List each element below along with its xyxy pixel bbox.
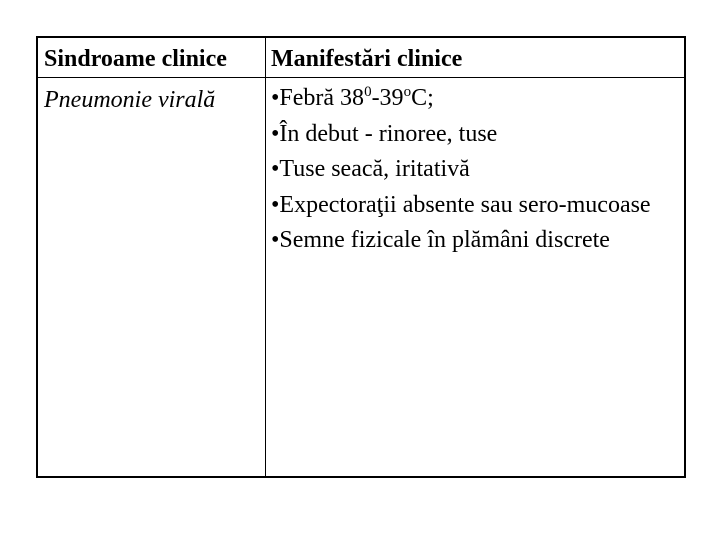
fever-superscript-b: o [403,84,412,100]
bullet-marker: • [271,227,280,253]
fever-text-b: -39 [371,85,404,111]
fever-text-a: Febră 38 [279,85,365,111]
bullet-marker: • [271,191,280,218]
onset-text: În debut - rinoree, tuse [279,120,498,147]
manifestation-onset [271,120,676,149]
manifestation-expectoration [271,191,676,220]
fever-superscript-a: 0 [364,84,372,100]
bullet-marker: • [271,85,280,111]
clinical-table [36,36,686,478]
manifestation-physical-signs [271,226,676,255]
bullet-marker: • [271,156,280,182]
dry-cough-text: Tuse seacă, iritativă [279,156,470,182]
manifestations-list [271,84,676,262]
bullet-marker: • [271,120,280,147]
header-clinical-manifestations: Manifestări clinice [271,46,463,72]
fever-text-c: C; [411,85,434,111]
syndrome-viral-pneumonia: Pneumonie virală [44,87,216,113]
manifestation-dry-cough [271,155,676,184]
expectoration-text: Expectoraţii absente sau sero-mucoase [279,191,651,218]
physical-signs-text: Semne fizicale în plămâni discrete [279,227,610,253]
manifestation-fever [271,84,676,113]
header-clinical-syndromes: Sindroame clinice [44,46,227,72]
column-divider [265,38,266,476]
